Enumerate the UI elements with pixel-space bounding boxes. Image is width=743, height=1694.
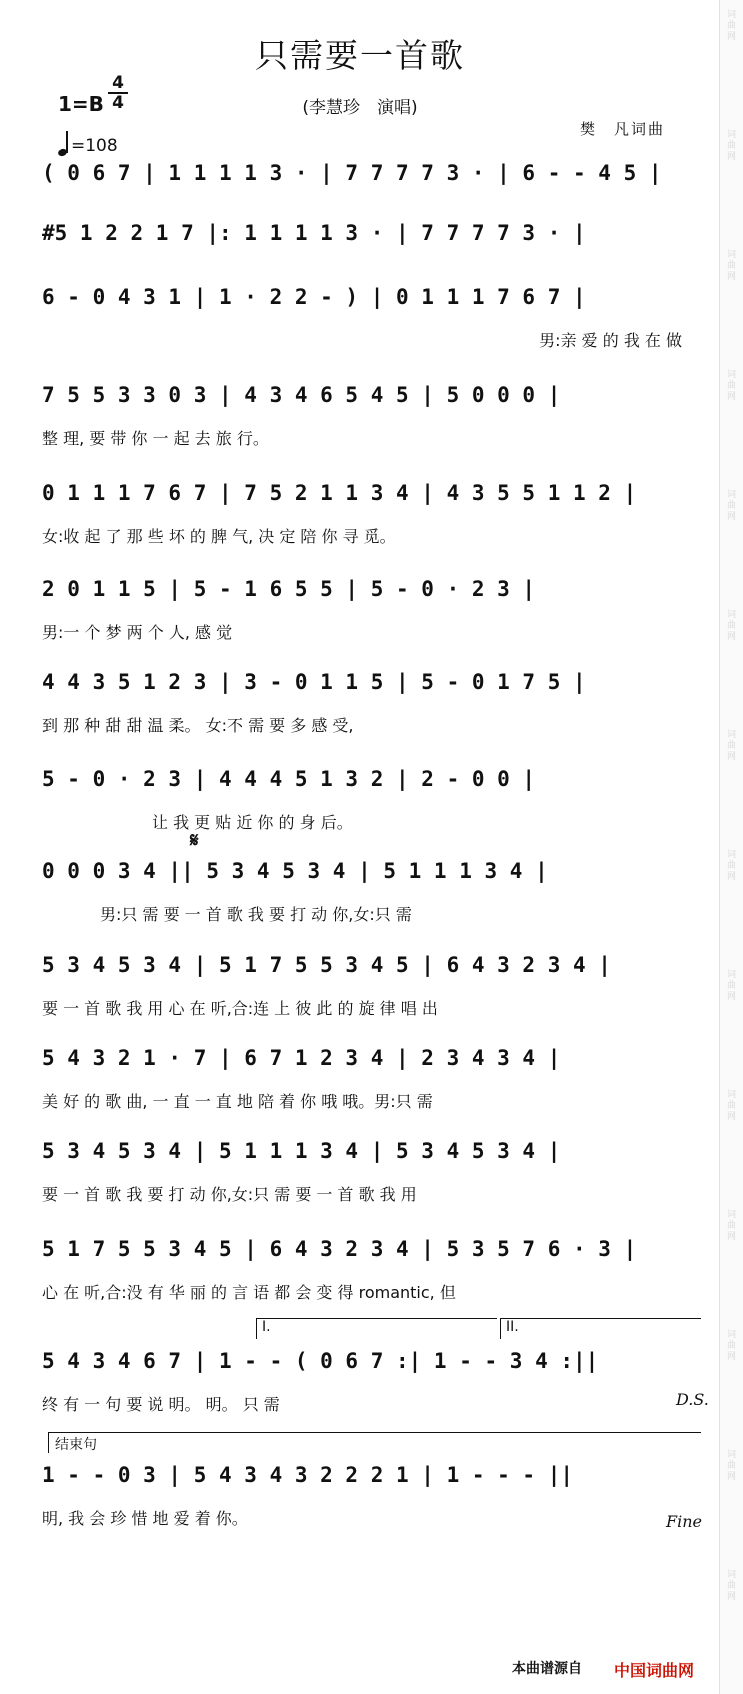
score-row bbox=[42, 574, 682, 674]
note-line: #5 1 2 2 1 7 |: 1 1 1 1 3 · | 7 7 7 7 3 · | bbox=[42, 221, 586, 245]
quarter-note-icon bbox=[58, 130, 68, 156]
score-row bbox=[42, 380, 682, 480]
lyric-line: 美 好 的 歌 曲, 一 直 一 直 地 陪 着 你 哦 哦。男:只 需 bbox=[42, 1092, 433, 1111]
watermark-text: 词曲网 bbox=[726, 1570, 736, 1602]
watermark-text: 词曲网 bbox=[726, 1450, 736, 1482]
composer-credit: 樊 凡词曲 bbox=[580, 120, 666, 138]
watermark-text: 词曲网 bbox=[726, 130, 736, 162]
note-line: 1 - - 0 3 | 5 4 3 4 3 2 2 2 1 | 1 - - - || bbox=[42, 1463, 574, 1487]
note-line: 4 4 3 5 1 2 3 | 3 - 0 1 1 5 | 5 - 0 1 7 5 | bbox=[42, 670, 586, 694]
lyric-line: 要 一 首 歌 我 要 打 动 你,女:只 需 要 一 首 歌 我 用 bbox=[42, 1185, 417, 1204]
lyric-line: 整 理, 要 带 你 一 起 去 旅 行。 bbox=[42, 429, 269, 448]
tempo-value: =108 bbox=[71, 136, 118, 156]
score-row bbox=[42, 282, 682, 382]
note-line: 5 - 0 · 2 3 | 4 4 4 5 1 3 2 | 2 - 0 0 | bbox=[42, 767, 536, 791]
note-line: 0 1 1 1 7 6 7 | 7 5 2 1 1 3 4 | 4 3 5 5 1 1 2 | bbox=[42, 481, 637, 505]
lyric-line: 男:一 个 梦 两 个 人, 感 觉 bbox=[42, 623, 233, 642]
score-row bbox=[42, 950, 682, 1050]
watermark-text: 词曲网 bbox=[726, 1210, 736, 1242]
score-row bbox=[42, 1460, 682, 1560]
note-line: 6 - 0 4 3 1 | 1 · 2 2 - ) | 0 1 1 1 7 6 7 | bbox=[42, 285, 586, 309]
source-label: 本曲谱源自 bbox=[512, 1661, 582, 1677]
key-signature: 1=B bbox=[58, 92, 104, 116]
score-row bbox=[42, 1043, 682, 1143]
score-row bbox=[42, 667, 682, 767]
note-line: 5 4 3 2 1 · 7 | 6 7 1 2 3 4 | 2 3 4 3 4 | bbox=[42, 1046, 561, 1070]
watermark-text: 词曲网 bbox=[726, 250, 736, 282]
note-line: 7 5 5 3 3 0 3 | 4 3 4 6 5 4 5 | 5 0 0 0 | bbox=[42, 383, 561, 407]
segno-sign: 𝄋 bbox=[190, 828, 199, 852]
score-row bbox=[42, 856, 682, 956]
note-line: 2 0 1 1 5 | 5 - 1 6 5 5 | 5 - 0 · 2 3 | bbox=[42, 577, 536, 601]
score-row bbox=[42, 764, 682, 864]
score-row bbox=[42, 1136, 682, 1236]
score-row bbox=[42, 478, 682, 578]
fine-mark: Fine bbox=[666, 1512, 702, 1531]
singer-credit: (李慧珍 演唱) bbox=[302, 98, 418, 118]
lyric-line: 到 那 种 甜 甜 温 柔。 女:不 需 要 多 感 受, bbox=[42, 716, 354, 735]
note-line: 5 3 4 5 3 4 | 5 1 1 1 3 4 | 5 3 4 5 3 4 | bbox=[42, 1139, 561, 1163]
lyric-line: 让 我 更 贴 近 你 的 身 后。 bbox=[152, 813, 353, 832]
lyric-line: 男:只 需 要 一 首 歌 我 要 打 动 你,女:只 需 bbox=[100, 905, 412, 924]
time-signature-bottom: 4 bbox=[112, 93, 124, 113]
first-ending-bracket: I. bbox=[256, 1318, 497, 1339]
watermark-text: 词曲网 bbox=[726, 1090, 736, 1122]
song-title: 只需要一首歌 bbox=[255, 36, 465, 75]
note-line: 0 0 0 3 4 || 5 3 4 5 3 4 | 5 1 1 1 3 4 | bbox=[42, 859, 548, 883]
time-signature-top: 4 bbox=[108, 74, 128, 94]
watermark-strip bbox=[719, 0, 743, 1694]
watermark-text: 词曲网 bbox=[726, 970, 736, 1002]
watermark-text: 词曲网 bbox=[726, 850, 736, 882]
ending-section-label: 结束句 bbox=[48, 1432, 701, 1453]
site-link[interactable]: 中国词曲网 bbox=[614, 1661, 695, 1680]
note-line: ( 0 6 7 | 1 1 1 1 3 · | 7 7 7 7 3 · | 6 - - 4 5 | bbox=[42, 161, 662, 185]
note-line: 5 3 4 5 3 4 | 5 1 7 5 5 3 4 5 | 6 4 3 2 3 4 | bbox=[42, 953, 611, 977]
lyric-line: 明, 我 会 珍 惜 地 爱 着 你。 bbox=[42, 1509, 248, 1528]
watermark-text: 词曲网 bbox=[726, 610, 736, 642]
note-line: 5 4 3 4 6 7 | 1 - - ( 0 6 7 :| 1 - - 3 4 :|| bbox=[42, 1349, 599, 1373]
note-line: 5 1 7 5 5 3 4 5 | 6 4 3 2 3 4 | 5 3 5 7 6 · 3 | bbox=[42, 1237, 637, 1261]
source-note bbox=[512, 1658, 582, 1678]
time-signature bbox=[108, 74, 128, 112]
lyric-line: 男:亲 爱 的 我 在 做 bbox=[539, 331, 682, 350]
tempo-marking bbox=[58, 130, 118, 156]
score-row bbox=[42, 1346, 682, 1446]
watermark-text: 词曲网 bbox=[726, 730, 736, 762]
lyric-line: 女:收 起 了 那 些 坏 的 脾 气, 决 定 陪 你 寻 觅。 bbox=[42, 527, 396, 546]
lyric-line: 心 在 听,合:没 有 华 丽 的 言 语 都 会 变 得 romantic, 但 bbox=[42, 1283, 456, 1302]
lyric-line: 终 有 一 句 要 说 明。 明。 只 需 bbox=[42, 1395, 280, 1414]
lyric-line: 要 一 首 歌 我 用 心 在 听,合:连 上 彼 此 的 旋 律 唱 出 bbox=[42, 999, 438, 1018]
source-site[interactable] bbox=[614, 1658, 694, 1681]
second-ending-bracket: II. bbox=[500, 1318, 701, 1339]
watermark-text: 词曲网 bbox=[726, 490, 736, 522]
dal-segno-mark: D.S. bbox=[676, 1390, 709, 1409]
watermark-text: 词曲网 bbox=[726, 370, 736, 402]
watermark-text: 词曲网 bbox=[726, 1330, 736, 1362]
watermark-text: 词曲网 bbox=[726, 10, 736, 42]
